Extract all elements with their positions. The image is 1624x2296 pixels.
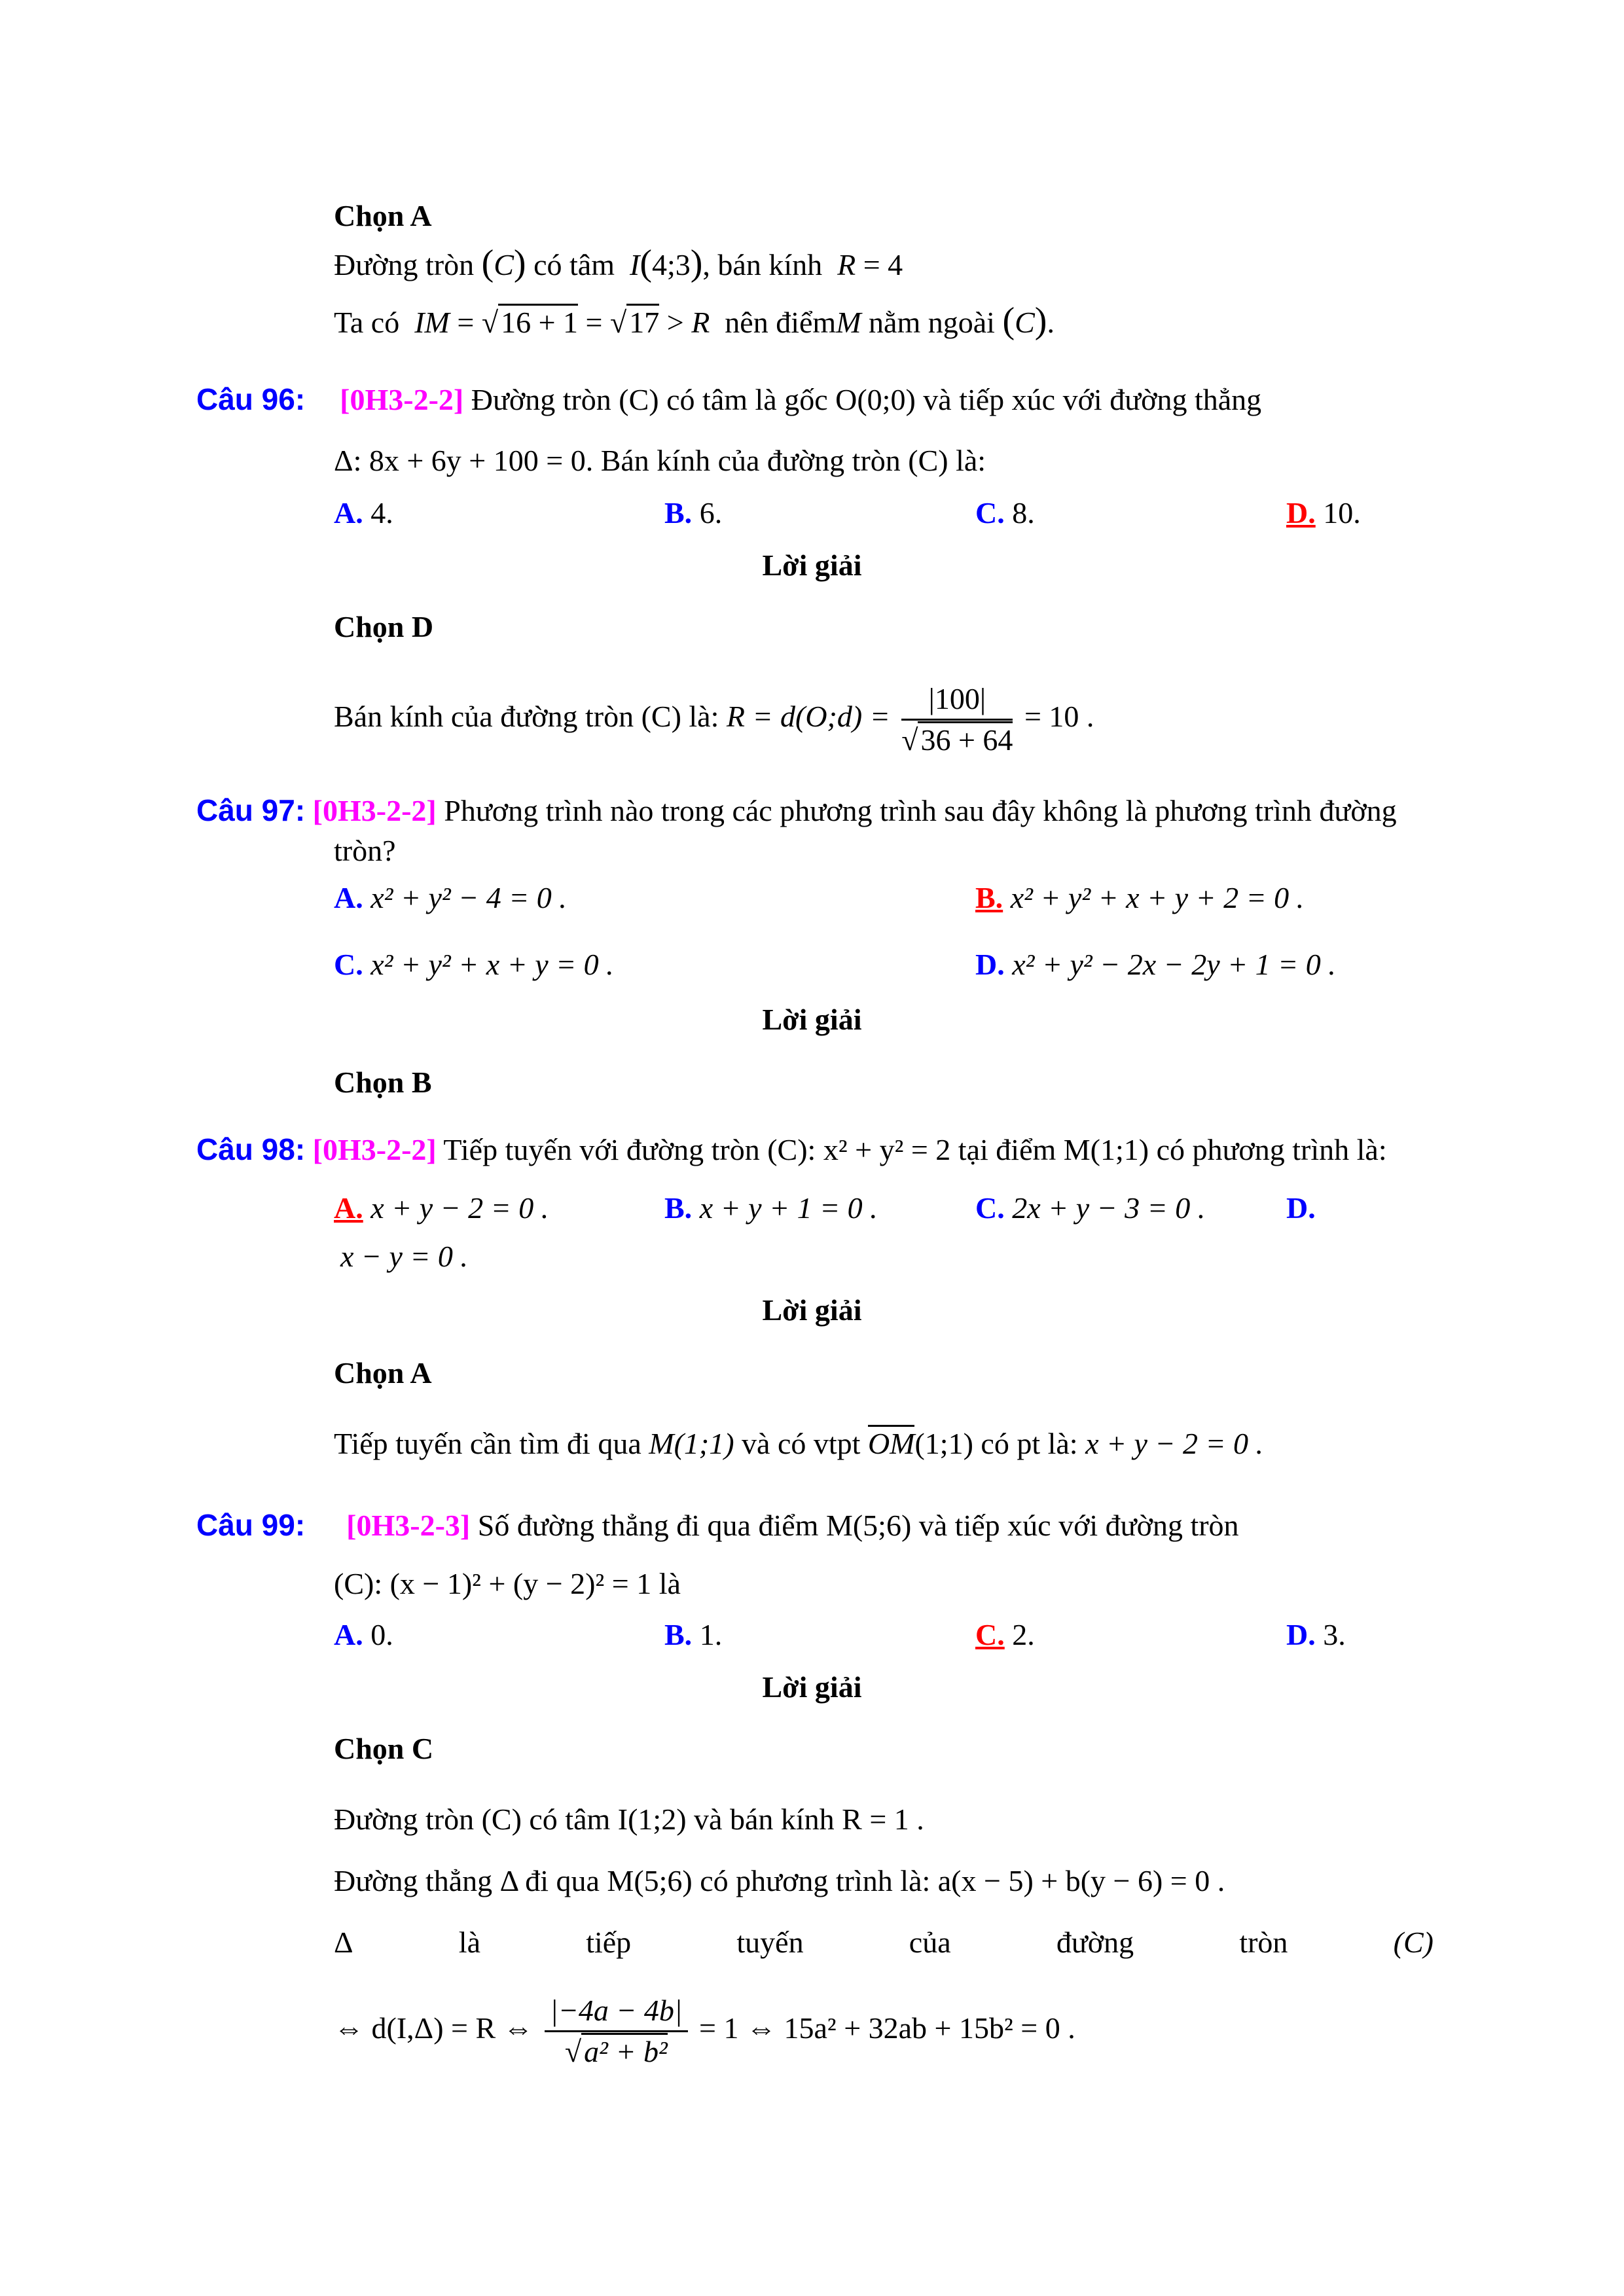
q98-choose: Chọn A [334,1356,432,1390]
q99-solution-line-1: Đường tròn (C) có tâm I(1;2) và bán kính R = 1 . [334,1803,924,1836]
q97-stem-1: Phương trình nào trong các phương trình sau đây không là phương trình đường [444,794,1397,827]
q98-label: Câu 98: [196,1132,306,1166]
q97-option-b[interactable]: B. x² + y² + x + y + 2 = 0 . [975,881,1305,914]
q98-option-c[interactable]: C. 2x + y − 3 = 0 . [975,1191,1206,1225]
q96-solution-title: Lời giải [762,548,862,582]
q99-solution-line-4: ⇔ d(I,Δ) = R ⇔ $\frac{|-4a - 4b|}{\text{√a² + b²}}$ = 1 ⇔ 15a² + 32ab + 15b² = 0 . [334,1986,1075,2072]
q97-option-d[interactable]: D. x² + y² − 2x − 2y + 1 = 0 . [975,948,1336,981]
q99-option-c[interactable]: C. 2. [975,1618,1035,1651]
q97-option-c[interactable]: C. x² + y² + x + y = 0 . [334,948,614,981]
q98-solution: Tiếp tuyến cần tìm đi qua M(1;1) và có vtpt OM(1;1) có pt là: x + y − 2 = 0 . [334,1426,1263,1462]
q99-option-b[interactable]: B. 1. [664,1618,723,1651]
q98-option-d-key[interactable]: D. [1286,1191,1316,1225]
q95-solution-line-1: Đường tròn (C) có tâm I(4;3), bán kính R = 4 [334,243,903,283]
q99-code: [0H3-2-3] [346,1509,471,1542]
q99-choose: Chọn C [334,1732,434,1765]
q99-solution-line-2: Đường thẳng Δ đi qua M(5;6) có phương trình là: a(x − 5) + b(y − 6) = 0 . [334,1864,1225,1897]
q99-solution-line-3: Δ là tiếp tuyến của đường tròn (C) [334,1926,1434,1959]
q96-option-d[interactable]: D. 10. [1286,496,1361,529]
q98-option-d-text[interactable]: x − y = 0 . [340,1240,468,1273]
q99-option-a[interactable]: A. 0. [334,1618,393,1651]
q96-label: Câu 96: [196,382,306,416]
q98-option-a[interactable]: A. x + y − 2 = 0 . [334,1191,549,1225]
q99-stem-line-2: (C): (x − 1)² + (y − 2)² = 1 là [334,1567,681,1600]
q96-option-b[interactable]: B. 6. [664,496,723,529]
q97-stem-line-2: tròn? [334,834,396,867]
q99-stem-line-1 [196,1507,1436,1544]
q98-code: [0H3-2-2] [312,1133,437,1166]
q95-solution-line-2: Ta có IM = √16 + 1 = √17 > R nên điểmM nằm ngoài (C). [334,300,1055,341]
q96-option-a[interactable]: A. 4. [334,496,393,529]
q96-fraction: $\frac{|100|}{√36 + 64}$ [901,679,1013,760]
q99-solution-title: Lời giải [762,1670,862,1704]
q96-code: [0H3-2-2] [340,383,464,416]
q95-choose: Chọn A [334,199,432,232]
q97-solution-title: Lời giải [762,1003,862,1036]
q98-stem-text: Tiếp tuyến với đường tròn (C): x² + y² = 2 tại điểm M(1;1) có phương trình là: [443,1133,1387,1166]
q98-option-b[interactable]: B. x + y + 1 = 0 . [664,1191,878,1225]
q96-solution: Bán kính của đường tròn (C) là: R = d(O;d) = $\frac{|100|}{√36 + 64}$ = 10 . [334,674,1094,760]
q99-option-d[interactable]: D. 3. [1286,1618,1346,1651]
q96-stem-1: Đường tròn (C) có tâm là gốc O(0;0) và tiếp xúc với đường thẳng [471,383,1262,416]
q98-stem [196,1131,1387,1168]
q97-stem-line-1 [196,792,1397,829]
q97-option-a[interactable]: A. x² + y² − 4 = 0 . [334,881,567,914]
q96-option-c[interactable]: C. 8. [975,496,1035,529]
q99-label: Câu 99: [196,1508,306,1542]
q96-stem-line-2: Δ: 8x + 6y + 100 = 0. Bán kính của đường tròn (C) là: [334,444,986,477]
q96-stem-line-1 [196,381,1436,418]
q98-solution-title: Lời giải [762,1293,862,1327]
q99-fraction: $\frac{|-4a - 4b|}{\text{√a² + b²}}$ [545,1991,687,2072]
q97-label: Câu 97: [196,793,306,827]
q97-choose: Chọn B [334,1066,432,1099]
q96-choose: Chọn D [334,610,434,643]
q99-stem-1: Số đường thẳng đi qua điểm M(5;6) và tiếp xúc với đường tròn [477,1509,1239,1542]
q97-code: [0H3-2-2] [312,794,437,827]
